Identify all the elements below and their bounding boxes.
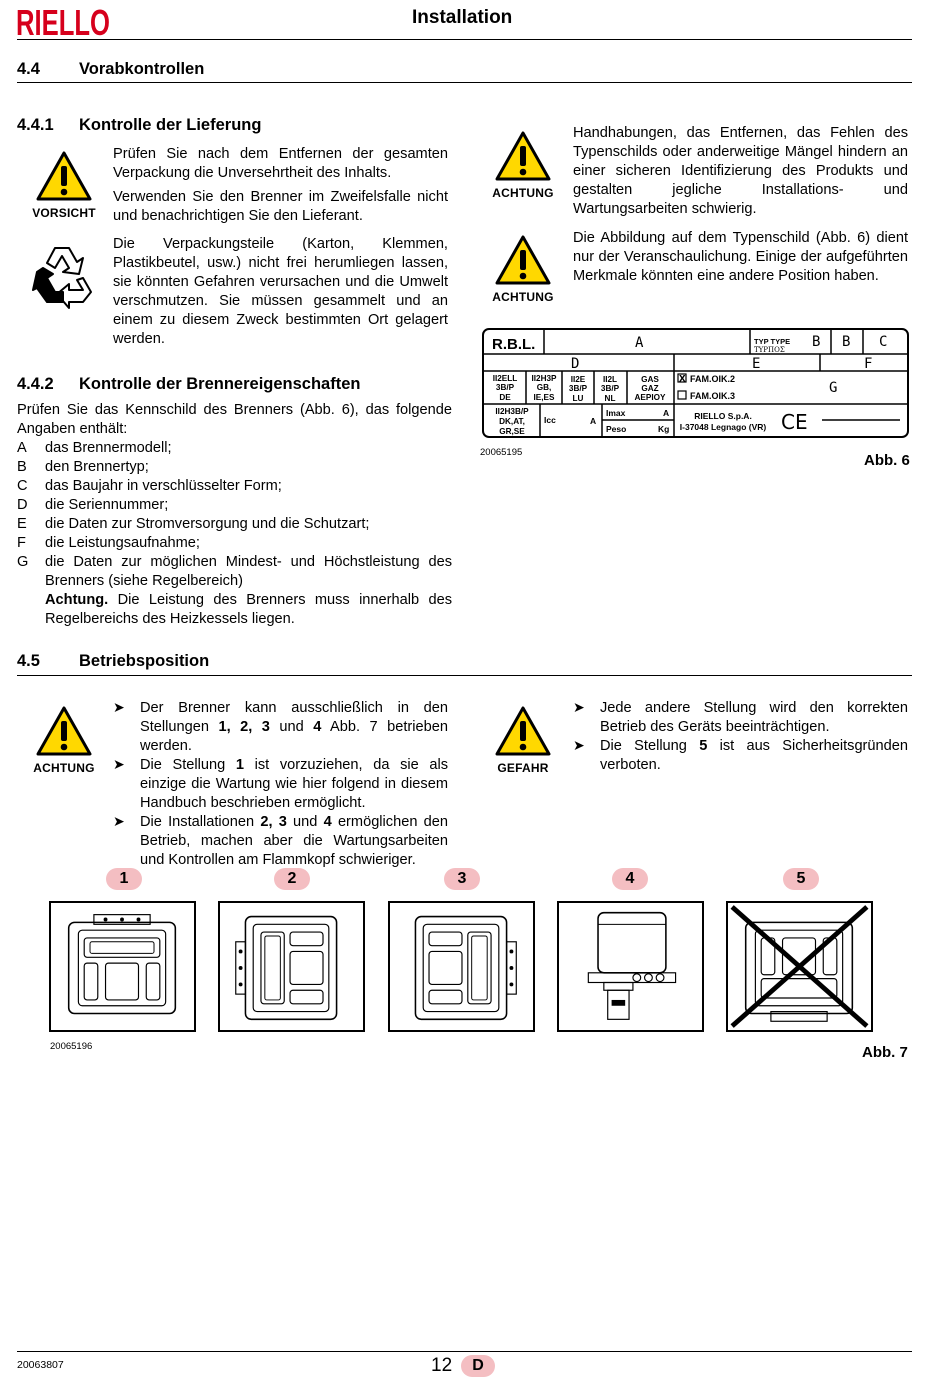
type-plate-figure [482,328,909,438]
plate-icc: Icc [544,415,556,425]
position-3-drawing [388,901,535,1032]
paragraph-plate-tamper: Handhabungen, das Entfernen, das Fehlen des Typenschilds oder anderweitige Mängel hindern an einer sicheren Identifizierung des Produkts und gestalten jegliche Installations- und Wartungsarbeiten schwierig. [573,125,908,217]
plate-cell: GAZ [641,384,659,393]
plate-fam2: FAM.OIK.2 [690,374,736,384]
plate-cell: 3B/P [600,384,620,393]
recycling-icon [33,244,97,306]
paragraph-plate-intro: Prüfen Sie das Kennschild des Brenners (Abb. 6), das folgende Angaben enthält: [17,402,452,437]
plate-letter-a: A [635,335,644,351]
plate-cell: NL [604,394,616,403]
position-4-drawing [557,901,704,1032]
plate-cell: AEPIOY [634,393,666,402]
position-badge-3: 3 [444,868,480,890]
header-rule [17,39,912,40]
plate-cell: LU [572,394,584,403]
plate-cell: IE,ES [533,393,555,402]
plate-letter-b1: B [812,334,821,350]
position-1-drawing [49,901,196,1032]
achtung-warning-2 [488,234,558,307]
plate-cell: DE [499,393,511,402]
fam2-check-mark: X [679,374,686,385]
plate-cell: II2H3P [531,374,557,383]
paragraph-check-contents: Prüfen Sie nach dem Entfernen der gesamten Verpackung die Unversehrtheit des Inhalts. [113,146,448,181]
warning-triangle-icon [494,705,552,757]
warning-label: GEFAHR [497,761,549,775]
plate-cell: DK,AT, [499,417,525,426]
plate-letter-c: C [879,334,888,350]
list-item: D die Seriennummer; [17,497,169,513]
list-item: E die Daten zur Stromversorgung und die Schutzart; [17,516,370,532]
list-item: F die Leistungsaufnahme; [17,535,200,551]
position-badge-5: 5 [783,868,819,890]
bullet-other-installations: ➤ Die Installationen 2, 3 und 4 ermöglichen den Betrieb, machen aber die Wartungsarbeiten und Kontrollen am Flammkopf schwieriger. [113,813,448,870]
achtung-warning-3 [29,705,99,778]
section-4-4-1: 4.4.1 Kontrolle der Lieferung [17,116,262,134]
plate-cell: II2E [570,375,586,384]
section-rule [17,82,912,83]
footer-doc-code: 20063807 [17,1359,64,1371]
position-2-drawing [218,901,365,1032]
plate-cell: GR,SE [499,427,525,436]
paragraph-doubt: Verwenden Sie den Brenner im Zweifelsfalle nicht und benachrichtigen Sie den Lieferant. [113,189,448,224]
plate-typ-label: TYP TYPE [754,337,791,346]
fig7-label: Abb. 7 [862,1044,908,1061]
position-bullets-right [573,699,908,775]
paragraph-plate-illustrative: Die Abbildung auf dem Typenschild (Abb. 6) dient nur der Veranschaulichung. Einige der aufgeführten Merkmale könnten eine andere Position haben. [573,230,908,284]
achtung-warning-1 [488,130,558,203]
plate-maker-address: I-37048 Legnago (VR) [679,422,767,432]
plate-maker: RIELLO S.p.A. [694,411,752,421]
plate-peso: Peso [606,424,627,434]
warning-label: ACHTUNG [33,761,95,775]
plate-letter-g: G [829,380,838,396]
fig6-label: Abb. 6 [864,452,910,469]
plate-cell: GB, [536,383,552,392]
plate-cell: GAS [641,375,659,384]
fig7-code: 20065196 [50,1041,93,1052]
plate-letter-e: E [752,356,761,372]
list-item: B den Brennertyp; [17,459,149,475]
warning-triangle-icon [35,150,93,202]
plate-cell: II2L [602,375,618,384]
bullet-preferred-position: ➤ Die Stellung 1 ist vorzuziehen, da sie als einzige die Wartung wie hier folgend in diesem Handbuch beschrieben ermöglicht. [113,756,448,813]
plate-letter-d: D [571,356,580,372]
section-4-5: 4.5 Betriebsposition [17,652,210,670]
fam3-checkbox [678,391,686,399]
position-bullets-left [113,699,448,870]
position-badge-4: 4 [612,868,648,890]
warning-triangle-icon [494,234,552,286]
gefahr-warning [488,705,558,778]
section-4-4: 4.4 Vorabkontrollen [17,60,205,78]
footer-rule [17,1351,912,1352]
plate-item-list [17,439,452,629]
plate-model: R.B.L. [492,336,536,353]
plate-icc-unit: A [590,416,597,426]
riello-logo [16,2,112,43]
attention-note: Achtung. Die Leistung des Brenners muss innerhalb des Regelbereichs des Heizkessels liegen. [45,592,452,627]
plate-fam3: FAM.OIK.3 [690,391,736,401]
svg-text:RIELLO: RIELLO [16,2,110,43]
plate-cell: 3B/P [495,383,515,392]
footer-language-badge: D [461,1355,495,1377]
bullet-forbidden-position: ➤ Die Stellung 5 ist aus Sicherheitsgründen verboten. [573,737,908,775]
list-item: A das Brennermodell; [17,440,172,456]
plate-imax-unit: A [663,408,670,418]
position-badge-2: 2 [274,868,310,890]
plate-letter-f: F [864,356,873,372]
paragraph-packaging: Die Verpackungsteile (Karton, Klemmen, Plastikbeutel, usw.) nicht frei herumliegen lassen, sie könnten Gefahren verursachen und die Umwelt verschmutzen. Sie müssen gesammelt und an einem zu diesem Zweck bestimmten Ort gelagert werden. [113,236,448,347]
header-title: Installation [412,7,513,28]
list-item: C das Baujahr in verschlüsselter Form; [17,478,282,494]
plate-imax: Imax [606,408,626,418]
plate-typ-greek: ΤΥΡΠΟΣ [754,346,785,354]
plate-cell: II2ELL [492,374,518,383]
footer-page-number: 12 [431,1355,453,1376]
warning-triangle-icon [494,130,552,182]
warning-label: ACHTUNG [492,186,554,200]
bullet-other-positions: ➤ Jede andere Stellung wird den korrekten Betrieb des Geräts beeinträchtigen. [573,699,908,737]
position-5-drawing [726,901,873,1032]
plate-cell: 3B/P [568,384,588,393]
plate-cell: II2H3B/P [495,407,529,416]
bullet-allowed-positions: ➤ Der Brenner kann ausschließlich in den Stellungen 1, 2, 3 und 4 Abb. 7 betrieben werden. [113,699,448,756]
section-4-4-2: 4.4.2 Kontrolle der Brennereigenschaften [17,375,361,393]
warning-label: ACHTUNG [492,290,554,304]
list-item: G die Daten zur möglichen Mindest- und Höchstleistung des Brenners (siehe Regelbereich) [17,554,452,589]
plate-letter-b2: B [842,334,851,350]
position-badge-1: 1 [106,868,142,890]
fig6-code: 20065195 [480,447,523,458]
warning-label: VORSICHT [32,206,96,220]
ce-mark-icon: CE [781,410,808,434]
vorsicht-warning [29,150,99,223]
section-rule [17,675,912,676]
warning-triangle-icon [35,705,93,757]
plate-peso-unit: Kg [658,424,670,434]
